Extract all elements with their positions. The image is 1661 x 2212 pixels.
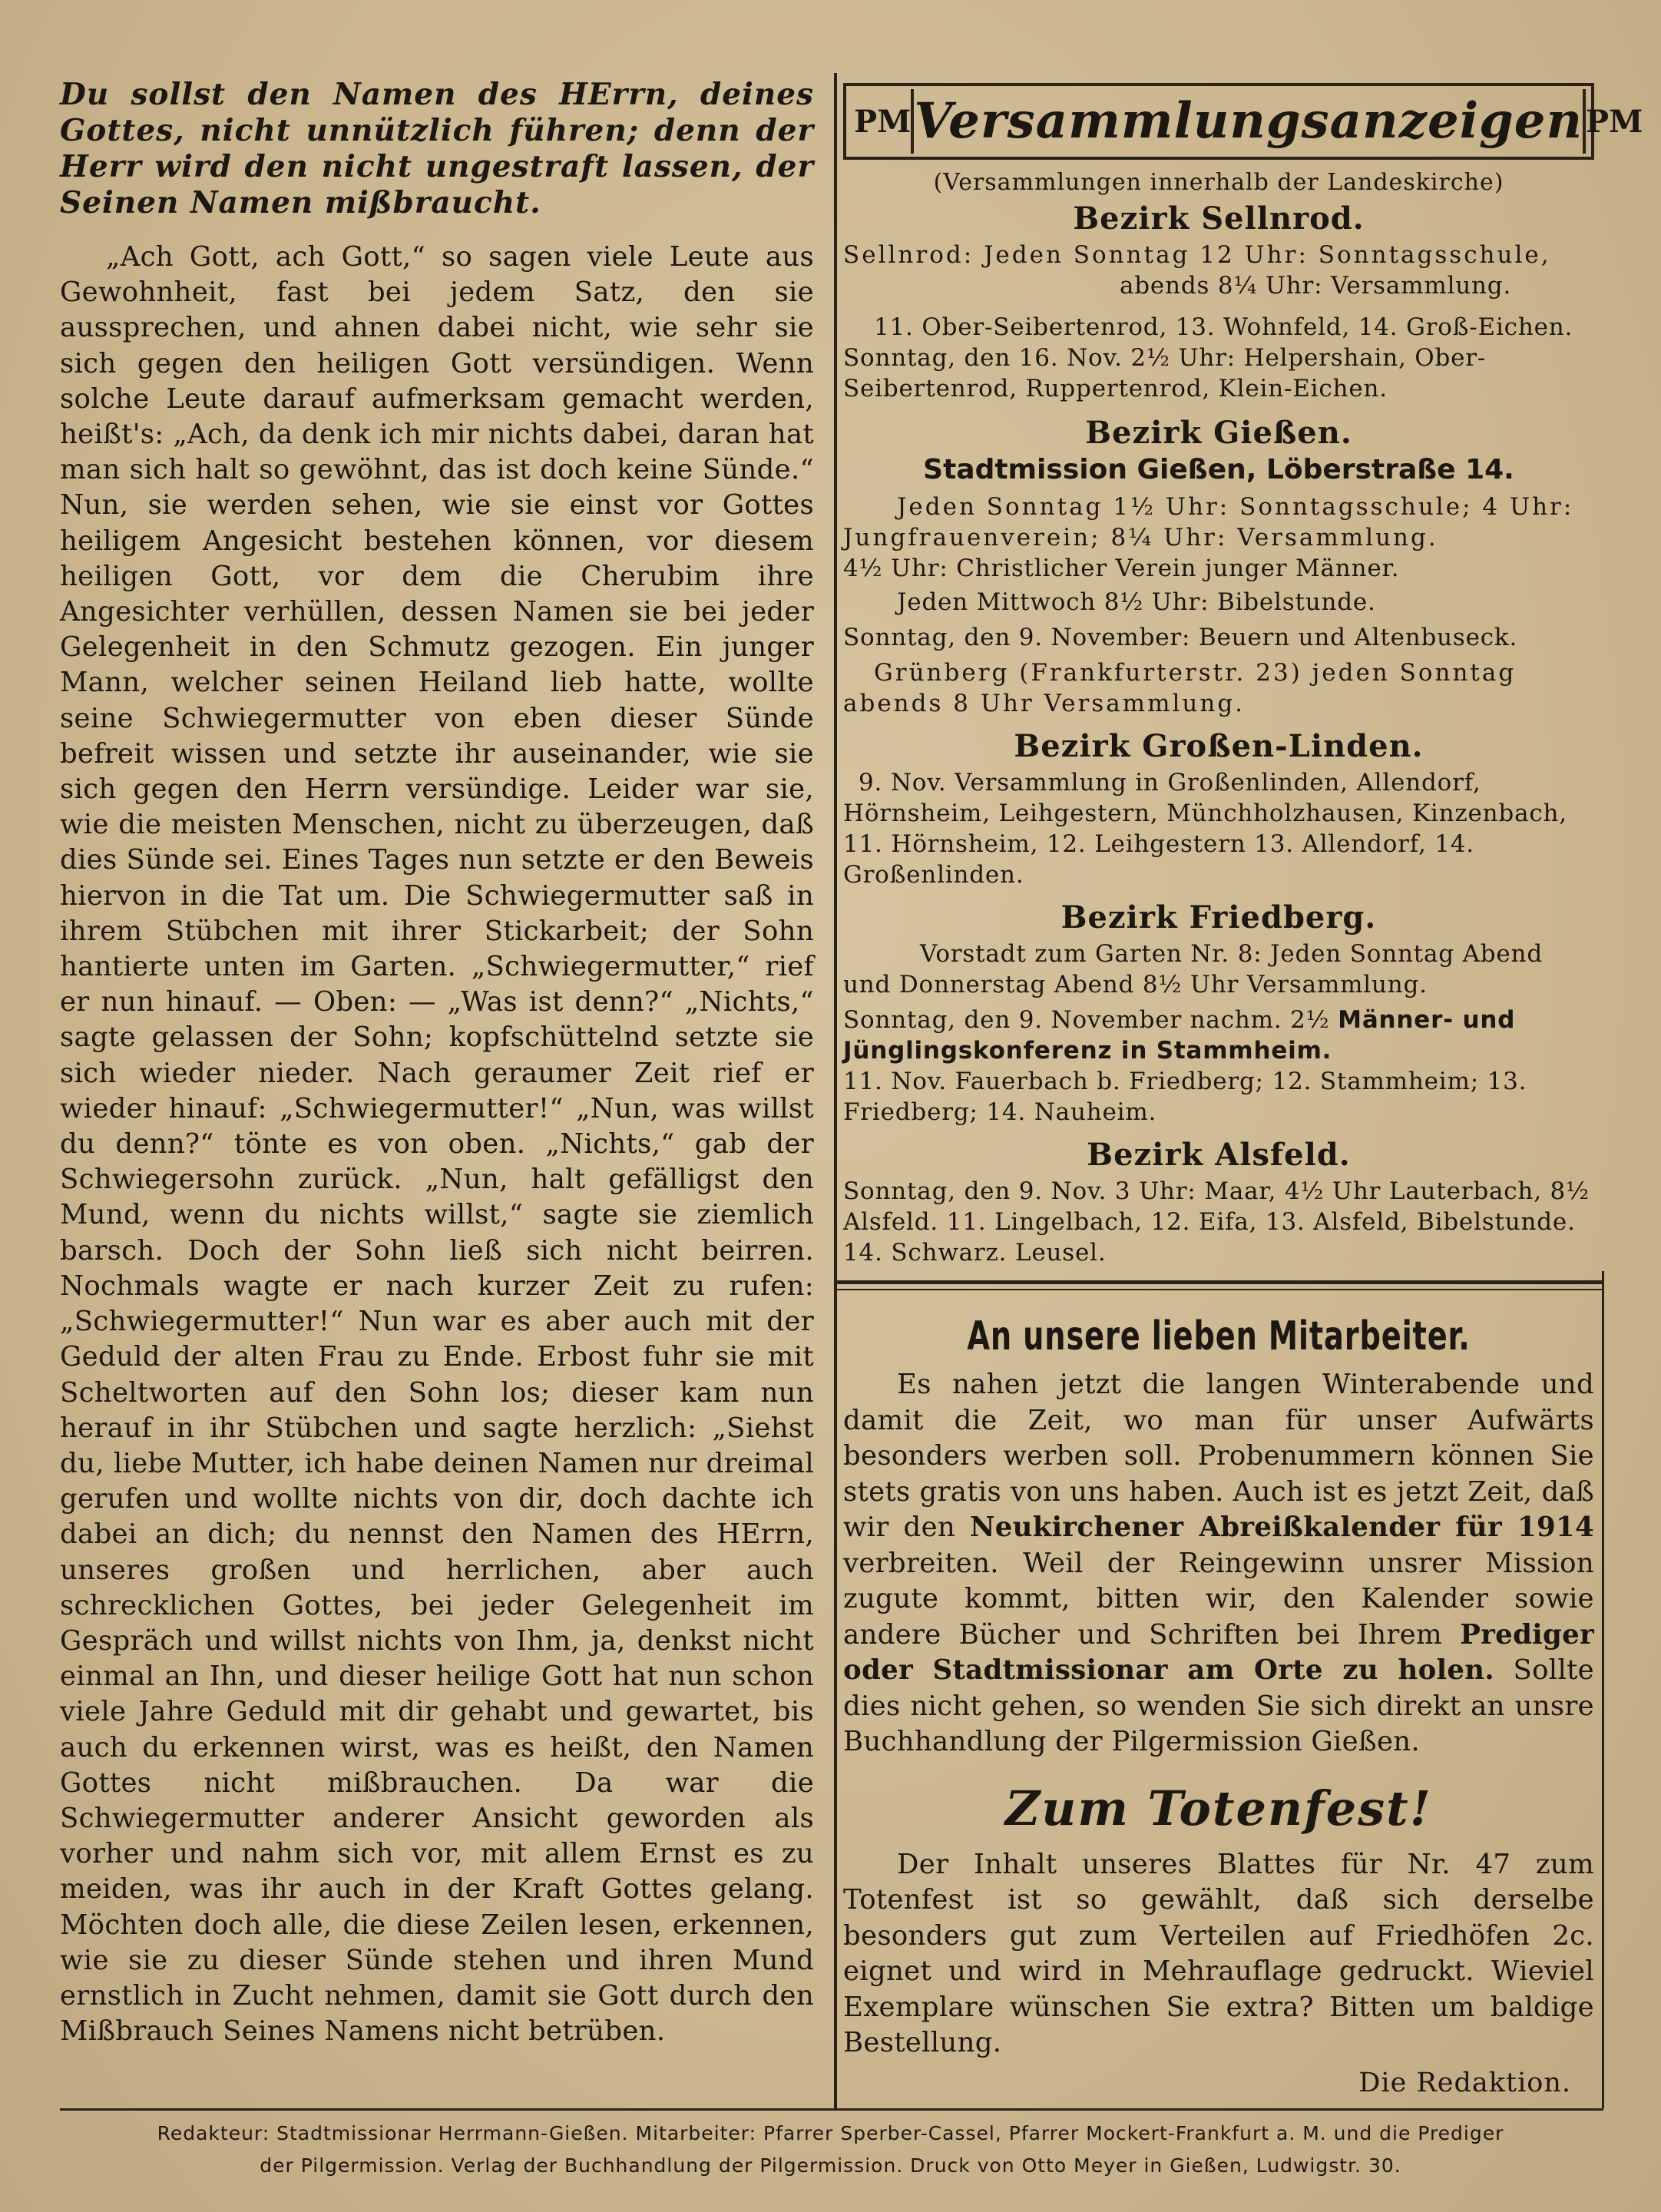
notice-bold-text: Prediger oder Stadtmissionar am Orte zu holen. (843, 1618, 1594, 1686)
district-text: 11. Nov. Fauerbach b. Friedberg; 12. Stammheim; 13. Friedberg; 14. Nauheim. (843, 1068, 1527, 1126)
district-title: Bezirk Großen-Linden. (1014, 728, 1424, 764)
conference-highlight: Männer- und Jünglingskonferenz in Stammheim. (843, 1006, 1516, 1065)
notice-paragraph (843, 1367, 1594, 1760)
district-text: Sonntag, den 9. November: Beuern und Altenbuseck. (843, 624, 1518, 651)
footer-divider (60, 2108, 1603, 2111)
notice-bold-text: Neukirchener Abreißkalender für 1914 (970, 1512, 1594, 1543)
notice-text: Es nahen jetzt die langen Winterabende und damit die Zeit, wo man für unser Aufwärts besonders werben soll. Probenummern können Sie stets gratis von uns haben. Auch ist es jetzt Zeit, daß wir den (843, 1369, 1594, 1543)
column-divider (834, 73, 837, 2108)
district-text: Grünberg (Frankfurterstr. 23) jeden Sonntag abends 8 Uhr Versammlung. (843, 659, 1517, 717)
notice-title: An unsere lieben Mitarbeiter. (967, 1313, 1471, 1359)
announcements-header (843, 83, 1643, 160)
left-column (60, 77, 814, 2049)
section-divider (834, 1289, 1603, 1290)
district-text: 9. Nov. Versammlung in Großenlinden, Allendorf, Hörnsheim, Leihgestern, Münchholzhausen, Kinzenbach, (843, 769, 1567, 827)
section-divider (834, 1280, 1603, 1284)
announcements-title: Versammlungsanzeigen (914, 89, 1586, 154)
footer-publisher: der Pilgermission. Verlag der Buchhandlung der Pilgermission. Druck von Otto Meyer in Gießen, Ludwigstr. 30. (260, 2154, 1401, 2177)
district-text: 11. Hörnsheim, 12. Leihgestern 13. Allendorf, 14. Großenlinden. (843, 830, 1474, 889)
district-text: Sonntag, den 16. Nov. 2½ Uhr: Helpershain, Ober-Seibertenrod, Ruppertenrod, Klein-Eichen. (843, 344, 1487, 402)
district-text: Sonntag, den 9. Nov. 3 Uhr: Maar, 4½ Uhr Lauterbach, 8½ Alsfeld. 11. Lingelbach, 12. Eifa, 13. Alsfeld, Bibelstunde. 14. Schwarz. Leusel. (843, 1177, 1590, 1267)
monogram-left-icon: PM (854, 89, 914, 154)
district-text: abends 8¼ Uhr: Versammlung. (1120, 272, 1512, 300)
district-text: 11. Ober-Seibertenrod, 13. Wohnfeld, 14. Groß-Eichen. (874, 313, 1573, 341)
notice-text: Sollte dies nicht gehen, so wenden Sie sich direkt an unsre Buchhandlung der Pilgermission Gießen. (843, 1654, 1594, 1757)
right-column (843, 77, 1643, 2098)
box-border (1602, 1271, 1604, 2108)
notice-body (843, 1367, 1594, 1760)
district-text: Sellnrod: Jeden Sonntag 12 Uhr: Sonntagsschule, (843, 241, 1551, 269)
district-text (843, 1005, 1594, 1066)
district-text: Vorstadt zum Garten Nr. 8: Jeden Sonntag Abend und Donnerstag Abend 8½ Uhr Versammlung. (843, 940, 1543, 998)
district-text-part: Sonntag, den 9. November nachm. 2½ (843, 1006, 1338, 1034)
article-heading: Du sollst den Namen des HErrn, deines Gottes, nicht unnützlich führen; denn der Herr wird den nicht ungestraft lassen, der Seinen Namen mißbraucht. (60, 77, 814, 220)
totenfest-title: Zum Totenfest! (1005, 1780, 1432, 1836)
notice-text: verbreiten. Weil der Reingewinn unsrer Mission zugute kommt, bitten wir, den Kalender sowie andere Bücher und Schriften bei Ihrem (843, 1547, 1594, 1651)
signature: Die Redaktion. (1358, 2067, 1571, 2098)
article-body (60, 240, 814, 2049)
district-title: Bezirk Friedberg. (1060, 899, 1377, 935)
article-paragraph: „Ach Gott, ach Gott,“ so sagen viele Leute aus Gewohnheit, fast bei jedem Satz, den sie aussprechen, und ahnen dabei nicht, wie sehr sie sich gegen den heiligen Gott versündigen. Wenn solche Leute darauf aufmerksam gemacht werden, heißt's: „Ach, da denk ich mir nichts dabei, daran hat man sich halt so gewöhnt, das ist doch keine Sünde.“ Nun, sie werden sehen, wie sie einst vor Gottes heiligem Angesicht bestehen können, vor diesem heiligen Gott, vor dem die Cherubim ihre Angesichter verhüllen, dessen Namen sie bei jeder Gelegenheit in den Schmutz gezogen. Ein junger Mann, welcher seinen Heiland lieb hatte, wollte seine Schwiegermutter von eben dieser Sünde befreit wissen und setzte ihr auseinander, wie sie sich gegen den Herrn versündige. Leider war sie, wie die meisten Menschen, nicht zu überzeugen, daß dies Sünde sei. Eines Tages nun setzte er den Beweis hiervon in die Tat um. Die Schwiegermutter saß in ihrem Stübchen mit ihrer Stickarbeit; der Sohn hantierte unten im Garten. „Schwiegermutter,“ rief er nun hinauf. — Oben: — „Was ist denn?“ „Nichts,“ sagte gelassen der Sohn; kopfschüttelnd setzte sie sich wieder nieder. Nach geraumer Zeit rief er wieder hinauf: „Schwiegermutter!“ „Nun, was willst du denn?“ tönte es von oben. „Nichts,“ gab der Schwiegersohn zurück. „Nun, halt gefälligst den Mund, wenn du nichts willst,“ sagte sie ziemlich barsch. Doch der Sohn ließ sich nicht beirren. Nochmals wagte er nach kurzer Zeit zu rufen: „Schwiegermutter!“ Nun war es aber auch mit der Geduld der alten Frau zu Ende. Erbost fuhr sie mit Scheltworten auf den Sohn los; dieser kam nun herauf in ihr Stübchen und sagte herzlich: „Siehst du, liebe Mutter, ich habe deinen Namen nur dreimal gerufen und wollte nichts von dir, doch dachte ich dabei an dich; du nennst den Namen des HErrn, unseres großen und herrlichen, aber auch schrecklichen Gottes, bei jeder Gelegenheit im Gespräch und willst nichts von Ihm, ja, denkst nicht einmal an Ihn, und dieser heilige Gott hat nun schon viele Jahre Geduld mit dir gehabt und gewartet, bis auch du erkennen wirst, was es heißt, den Namen Gottes nicht mißbrauchen. Da war die Schwiegermutter anderer Ansicht geworden als vorher und nahm sich vor, mit allem Ernst es zu meiden, was ihr auch in der Kraft Gottes gelang. Möchten doch alle, die diese Zeilen lesen, erkennen, wie sie zu dieser Sünde stehen und ihren Mund ernstlich in Zucht nehmen, damit sie Gott durch den Mißbrauch Seines Namens nicht betrüben. (60, 241, 814, 2048)
monogram-right-icon: PM (1586, 103, 1643, 140)
district-text: 4½ Uhr: Christlicher Verein junger Männer. (843, 555, 1400, 582)
footer-credits: Redakteur: Stadtmissionar Herrmann-Gießen. Mitarbeiter: Pfarrer Sperber-Cassel, Pfarrer Mockert-Frankfurt a. M. und die Prediger (157, 2122, 1504, 2144)
footer (0, 2108, 1661, 2212)
district-subtitle: Stadtmission Gießen, Löberstraße 14. (923, 454, 1514, 485)
district-text: Jeden Sonntag 1½ Uhr: Sonntagsschule; 4 Uhr: Jungfrauenverein; 8¼ Uhr: Versammlung. (843, 493, 1574, 551)
district-text: Jeden Mittwoch 8½ Uhr: Bibelstunde. (897, 588, 1376, 616)
district-title: Bezirk Sellnrod. (1073, 200, 1365, 237)
totenfest-body (843, 1847, 1594, 2061)
district-title: Bezirk Alsfeld. (1087, 1137, 1351, 1173)
totenfest-paragraph: Der Inhalt unseres Blattes für Nr. 47 zum Totenfest ist so gewählt, daß sich derselbe besonders gut zum Verteilen auf Friedhöfen 2c. eignet und wird in Mehrauflage gedruckt. Wieviel Exemplare wünschen Sie extra? Bitten um baldige Bestellung. (843, 1848, 1594, 2058)
district-title: Bezirk Gießen. (1085, 415, 1352, 451)
announcements-subnote: (Versammlungen innerhalb der Landeskirche) (933, 169, 1504, 196)
